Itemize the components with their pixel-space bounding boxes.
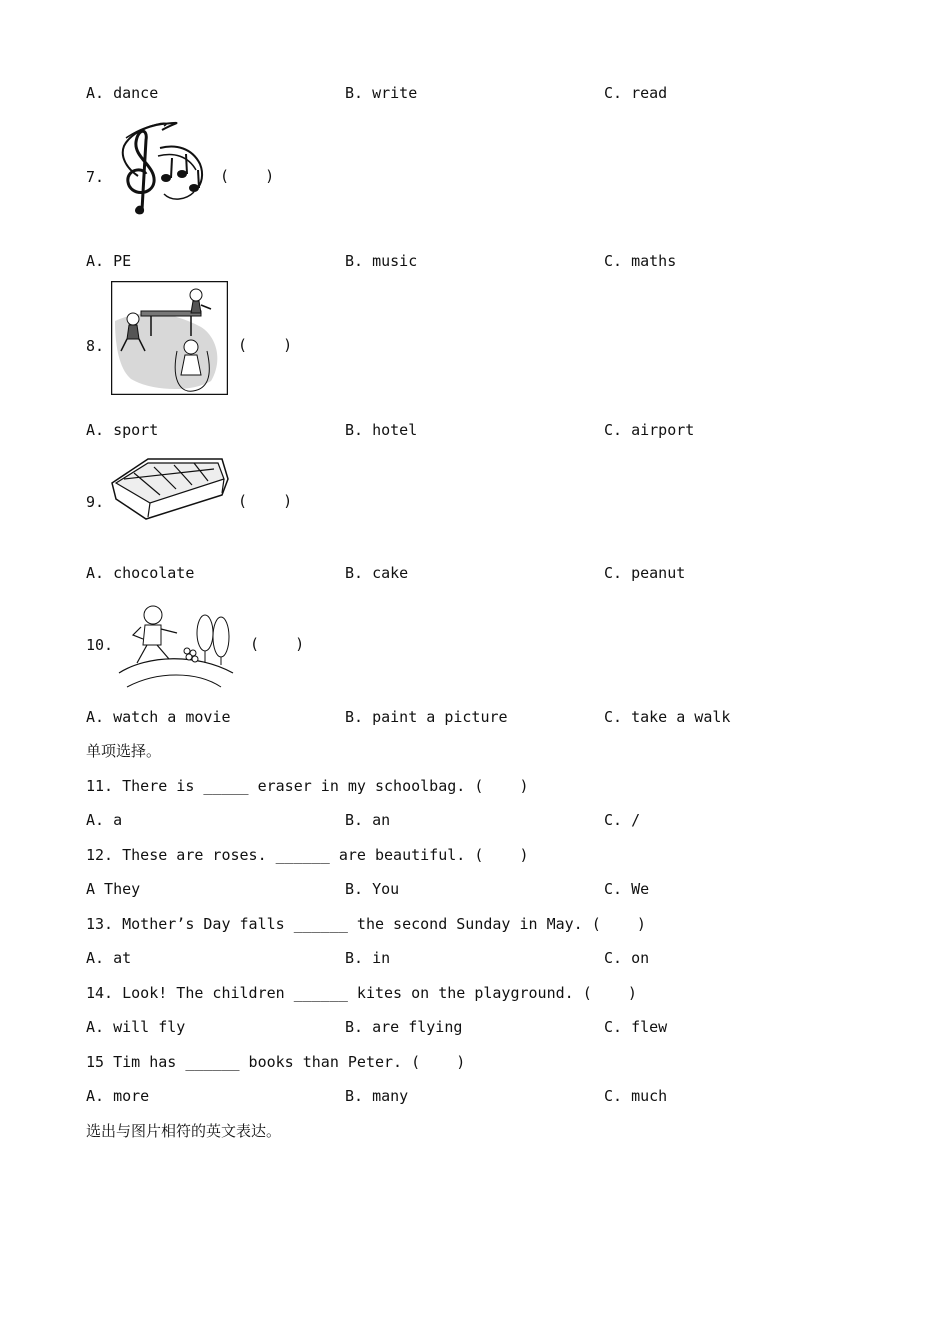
option-b: B. write (345, 84, 418, 102)
option-a: A. watch a movie (86, 708, 231, 726)
question-stem: 13. Mother’s Day falls ______ the second Sunday in May. ( ) (86, 915, 646, 933)
option-c: C. on (604, 949, 650, 967)
option-c: C. maths (604, 252, 677, 270)
sports-playground-icon (111, 281, 228, 395)
section-heading: 单项选择。 (86, 742, 162, 760)
answer-blank[interactable]: ( ) (250, 635, 305, 653)
option-b: B. in (345, 949, 391, 967)
option-c: C. read (604, 84, 668, 102)
boy-walking-icon (117, 601, 237, 691)
chocolate-bar-icon (110, 455, 230, 521)
option-c: C. flew (604, 1018, 668, 1036)
question-stem: 12. These are roses. ______ are beautiful. ( ) (86, 846, 529, 864)
option-a: A. more (86, 1087, 150, 1105)
section-heading: 选出与图片相符的英文表达。 (86, 1122, 282, 1140)
option-b: B. You (345, 880, 400, 898)
option-c: C. peanut (604, 564, 686, 582)
question-number: 8. (86, 337, 105, 355)
option-b: B. hotel (345, 421, 418, 439)
answer-blank[interactable]: ( ) (238, 492, 293, 510)
option-a: A They (86, 880, 141, 898)
option-c: C. We (604, 880, 650, 898)
question-stem: 15 Tim has ______ books than Peter. ( ) (86, 1053, 466, 1071)
question-stem: 11. There is _____ eraser in my schoolbag. ( ) (86, 777, 529, 795)
question-number: 9. (86, 493, 105, 511)
question-number: 10. (86, 636, 114, 654)
answer-blank[interactable]: ( ) (220, 167, 275, 185)
option-a: A. a (86, 811, 123, 829)
option-c: C. airport (604, 421, 695, 439)
option-b: B. are flying (345, 1018, 463, 1036)
option-b: B. an (345, 811, 391, 829)
option-a: A. PE (86, 252, 132, 270)
question-stem: 14. Look! The children ______ kites on the playground. ( ) (86, 984, 637, 1002)
music-notes-icon (116, 118, 206, 222)
option-c: C. / (604, 811, 641, 829)
answer-blank[interactable]: ( ) (238, 336, 293, 354)
option-c: C. take a walk (604, 708, 731, 726)
option-c: C. much (604, 1087, 668, 1105)
question-number: 7. (86, 168, 105, 186)
option-b: B. music (345, 252, 418, 270)
option-a: A. will fly (86, 1018, 186, 1036)
option-a: A. chocolate (86, 564, 195, 582)
option-a: A. dance (86, 84, 159, 102)
option-a: A. sport (86, 421, 159, 439)
option-b: B. paint a picture (345, 708, 508, 726)
option-a: A. at (86, 949, 132, 967)
option-b: B. many (345, 1087, 409, 1105)
option-b: B. cake (345, 564, 409, 582)
